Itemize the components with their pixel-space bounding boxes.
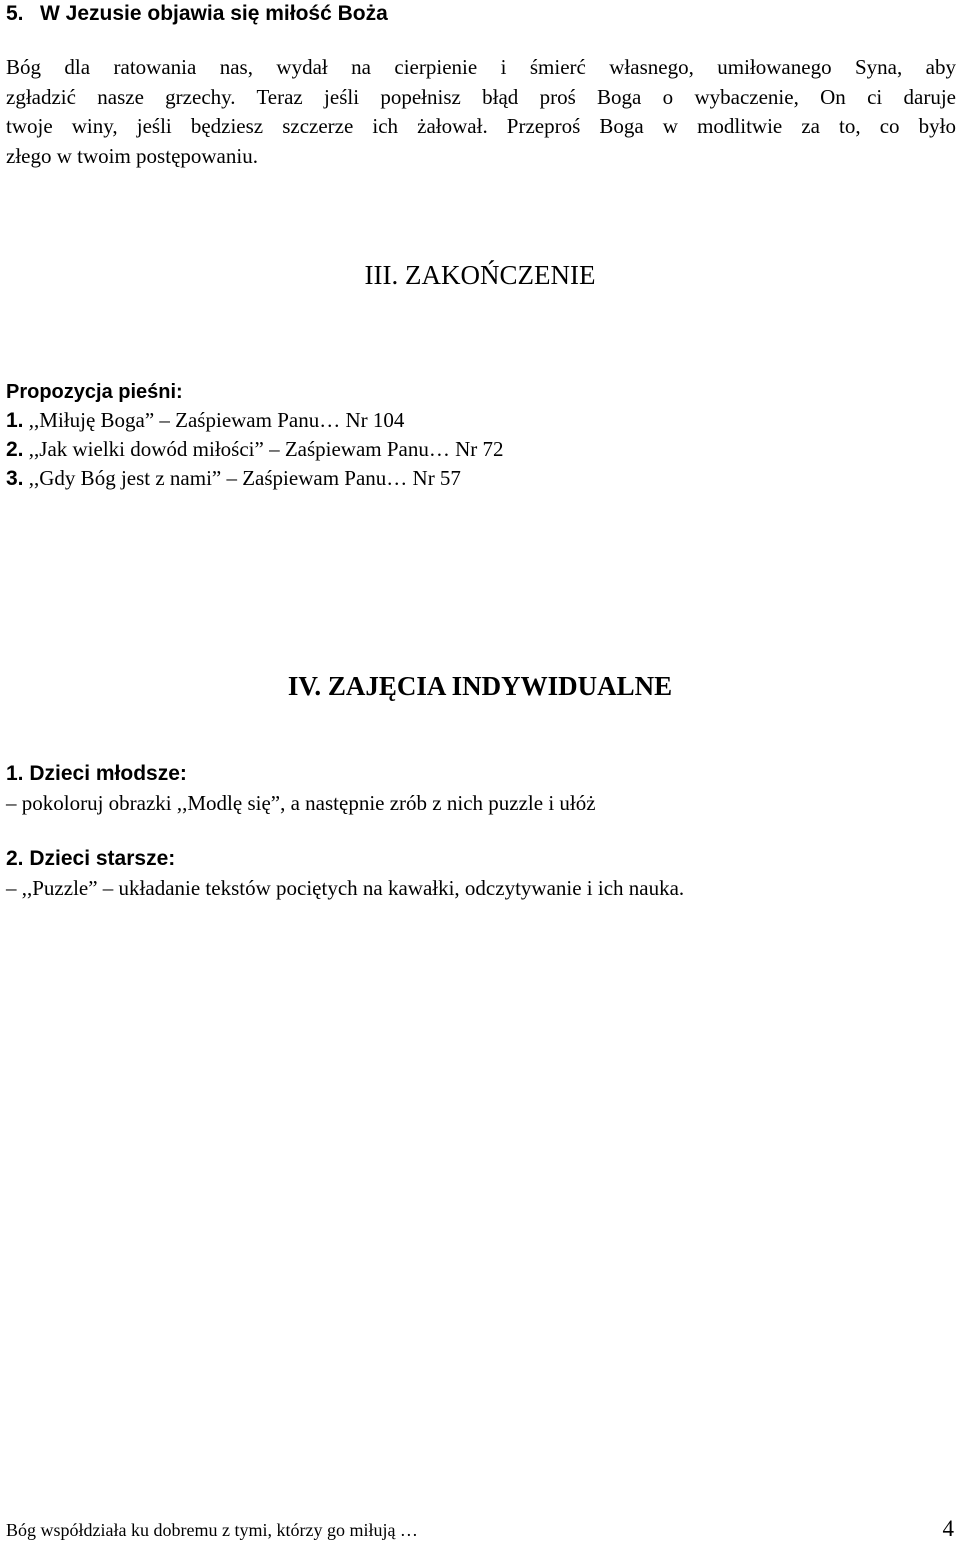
section-5-number: 5.: [6, 2, 24, 25]
song-number: 1.: [6, 409, 24, 432]
paragraph-line: twoje winy, jeśli będziesz szczerze ich żałował. Przeproś Boga w modlitwie za to, co było: [6, 114, 956, 139]
younger-children-task: – pokoloruj obrazki ,,Modlę się”, a następnie zrób z nich puzzle i ułóż: [6, 791, 596, 815]
paragraph-line: złego w twoim postępowaniu.: [6, 144, 258, 169]
song-item: [6, 435, 504, 464]
section-5-heading: [6, 0, 388, 28]
song-text: ,,Jak wielki dowód miłości” – Zaśpiewam Panu… Nr 72: [23, 437, 504, 461]
song-item: [6, 464, 461, 493]
older-children-task: – ,,Puzzle” – układanie tekstów pociętych na kawałki, odczytywanie i ich nauka.: [6, 876, 685, 900]
paragraph-line: Bóg dla ratowania nas, wydał na cierpienie i śmierć własnego, umiłowanego Syna, aby: [6, 55, 956, 79]
section-5-title: W Jezusie objawia się miłość Boża: [40, 2, 388, 25]
song-number: 2.: [6, 438, 24, 461]
songs-label: Propozycja pieśni:: [6, 381, 183, 403]
footer-text: Bóg współdziała ku dobremu z tymi, którzy go miłują …: [6, 1520, 418, 1540]
page-number: 4: [942, 1516, 954, 1541]
song-text: ,,Gdy Bóg jest z nami” – Zaśpiewam Panu… Nr 57: [23, 466, 461, 490]
song-number: 3.: [6, 467, 24, 490]
section-4-heading: IV. ZAJĘCIA INDYWIDUALNE: [287, 671, 673, 701]
younger-children-label: 1. Dzieci młodsze:: [6, 762, 187, 785]
song-text: ,,Miłuję Boga” – Zaśpiewam Panu… Nr 104: [23, 408, 405, 432]
paragraph-line: zgładzić nasze grzechy. Teraz jeśli popełnisz błąd proś Boga o wybaczenie, On ci daruje: [6, 84, 956, 109]
section-5-paragraph: [6, 53, 956, 172]
song-item: [6, 406, 404, 435]
section-3-heading: III. ZAKOŃCZENIE: [364, 260, 596, 290]
older-children-label: 2. Dzieci starsze:: [6, 847, 176, 870]
